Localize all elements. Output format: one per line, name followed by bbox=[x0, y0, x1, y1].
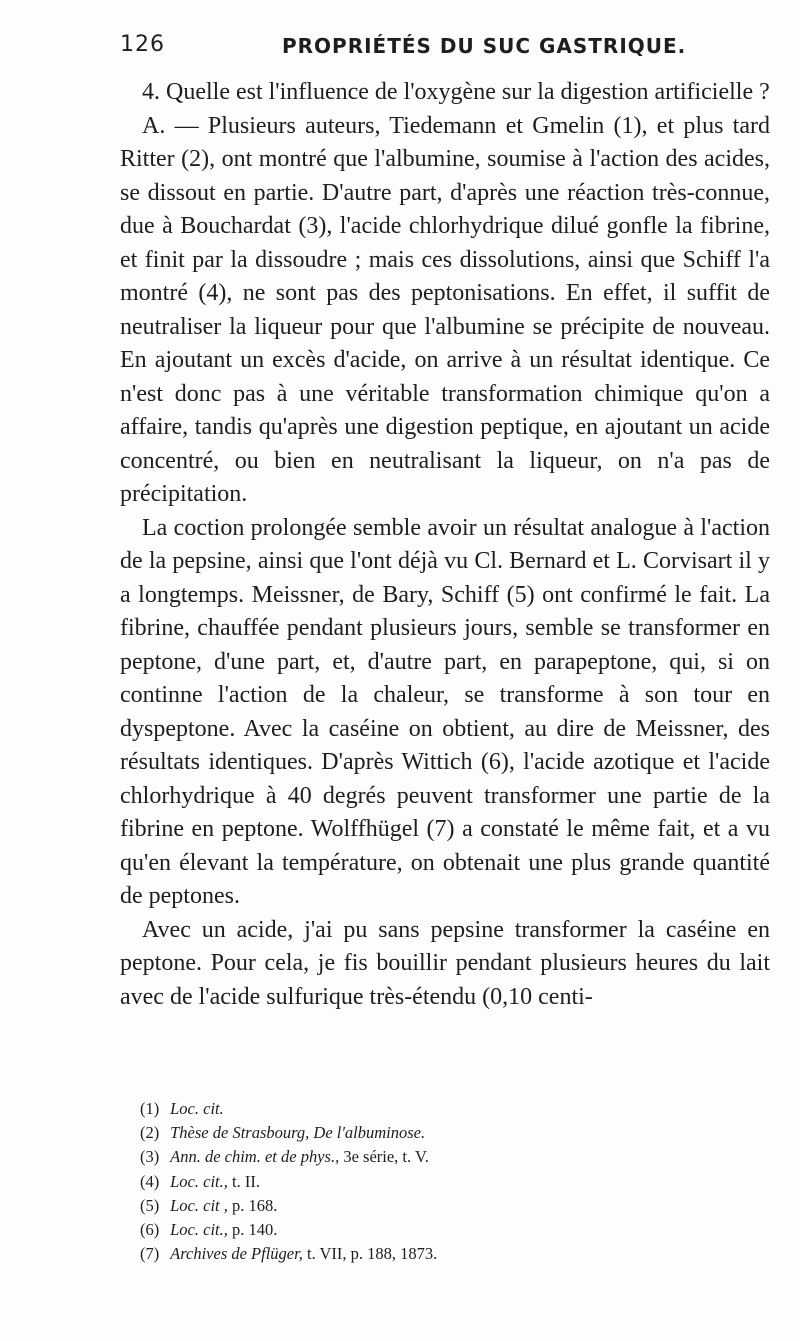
footnote bbox=[140, 1097, 770, 1121]
footnote-citation: Loc. cit , bbox=[170, 1195, 228, 1215]
footnote bbox=[140, 1242, 770, 1266]
footnote-number: (3) bbox=[140, 1147, 160, 1167]
footnote-citation: Ann. de chim. et de phys., bbox=[170, 1147, 340, 1167]
footnote bbox=[140, 1194, 770, 1218]
footnote-detail: p. 140. bbox=[227, 1220, 278, 1240]
footnote-number: (5) bbox=[140, 1195, 160, 1215]
footnote-detail: p. 168. bbox=[227, 1195, 278, 1215]
footnote-number: (6) bbox=[140, 1220, 160, 1240]
answer-paragraph: La coction prolongée semble avoir un résultat analogue à l'action de la pepsine, ainsi que l'ont déjà vu Cl. Bernard et L. Corvisart il y a longtemps. Meissner, de Bary, Schiff (5) ont confirmé le fait. La fibrine, chauffée pendant plusieurs jours, semble se transformer en peptone, d'une part, et, d'autre part, en parapeptone, qui, si on continne l'action de la chaleur, se transforme à son tour en dyspeptone. Avec la caséine on obtient, au dire de Meissner, des résultats identiques. D'après Wittich (6), l'acide azotique et l'acide chlorhydrique à 40 degrés peuvent transformer une partie de la fibrine en peptone. Wolffhügel (7) a constaté le même fait, et a vu qu'en élevant la température, on obtenait une plus grande quantité de peptones. bbox=[120, 514, 770, 909]
footnote bbox=[140, 1170, 770, 1194]
footnote-number: (2) bbox=[140, 1123, 160, 1143]
running-head bbox=[120, 32, 760, 66]
footnote-number: (1) bbox=[140, 1099, 160, 1118]
footnote-citation: Loc. cit. bbox=[170, 1099, 224, 1118]
question-paragraph: 4. Quelle est l'influence de l'oxygène sur la digestion artificielle ? bbox=[142, 79, 770, 105]
footnote-detail: t. VII, p. 188, 1873. bbox=[302, 1244, 438, 1264]
footnote-number: (4) bbox=[140, 1171, 160, 1191]
footnotes bbox=[140, 1097, 770, 1266]
body-text bbox=[120, 76, 770, 1014]
footnote-citation: Archives de Pflüger, bbox=[170, 1244, 303, 1264]
footnote bbox=[140, 1145, 770, 1169]
footnote-detail: 3e série, t. V. bbox=[339, 1147, 429, 1167]
footnote-citation: Loc. cit., bbox=[170, 1171, 228, 1191]
footnote-number: (7) bbox=[140, 1244, 160, 1264]
answer-paragraph: A. — Plusieurs auteurs, Tiedemann et Gmelin (1), et plus tard Ritter (2), ont montré que l'albumine, soumise à l'action des acides, se dissout en partie. D'autre part, d'après une réaction très-connue, due à Bouchardat (3), l'acide chlorhydrique dilué gonfle la fibrine, et finit par la dissoudre ; mais ces dissolutions, ainsi que Schiff l'a montré (4), ne sont pas des peptonisations. En effet, il suffit de neutraliser la liqueur pour que l'albumine se précipite de nouveau. En ajoutant un excès d'acide, on arrive à un résultat identique. Ce n'est donc pas à une véritable transformation chimique qu'on a affaire, tandis qu'après une digestion peptique, en ajoutant un acide concentré, ou bien en neutralisant la liqueur, on n'a pas de précipitation. bbox=[120, 112, 770, 507]
page-number: 126 bbox=[120, 32, 165, 57]
footnote bbox=[140, 1218, 770, 1242]
footnote-citation: Thèse de Strasbourg, De l'albuminose. bbox=[170, 1123, 426, 1143]
running-title: PROPRIÉTÉS DU SUC GASTRIQUE. bbox=[282, 34, 687, 58]
footnote-citation: Loc. cit., bbox=[170, 1220, 228, 1240]
answer-paragraph: Avec un acide, j'ai pu sans pepsine transformer la caséine en peptone. Pour cela, je fis bouillir pendant plusieurs heures du lait avec de l'acide sulfurique très-étendu (0,10 centi- bbox=[120, 916, 770, 1010]
footnote bbox=[140, 1121, 770, 1145]
footnote-detail: t. II. bbox=[227, 1171, 260, 1191]
